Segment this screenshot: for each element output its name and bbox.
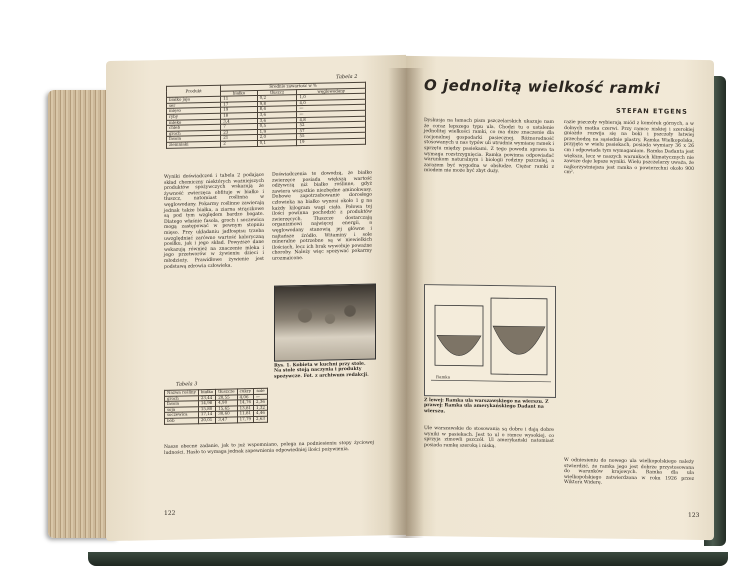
table-cell: 18	[221, 112, 257, 118]
table-top-header-protein: białko	[221, 90, 257, 96]
table-cell: 30,60	[216, 411, 237, 417]
right-text-column-1-bottom: Ule warszawskie do stosowania są dobre i dają dobre wyniki w pasiekach. Jest to ul o ramce wysokiej, co sprzyja zimowli pszczół. Ul amerykański natomiast posiada ramkę szeroką i niską.	[424, 426, 554, 449]
table-cell: ziemniaki	[167, 141, 221, 148]
table-cell: 1,32	[254, 405, 268, 411]
open-book	[48, 58, 716, 558]
right-page	[406, 56, 714, 540]
table-cell: 1,9	[257, 128, 297, 134]
table-cell: 15,80	[198, 406, 215, 412]
figure-caption: Z lewej: Ramka ula warszawskiego na wierszu. Z prawej: Ramka ula amerykańskiego Dadant na wierszu.	[424, 398, 549, 415]
table-cell: bób	[165, 418, 199, 424]
table-cell: 2	[221, 140, 257, 146]
table-cell: chleb	[167, 124, 221, 131]
table-cell: 11	[221, 96, 257, 102]
table-header-cell: Nazwa rośliny	[165, 390, 199, 396]
table-cell: 0,1	[257, 140, 297, 146]
table-cell: 3,6	[257, 117, 297, 123]
table-cell: 14,98	[198, 401, 215, 407]
table-cell: 1,0	[297, 93, 366, 100]
table-cell: 4,46	[254, 411, 268, 417]
table-cell: 4,90	[216, 400, 237, 406]
table-cell: 23,44	[198, 395, 215, 401]
left-footer-text: Nasze obecne zadanie, jak to już wspomniano, polega na podniesieniu stopy życiowej ludności. Hasło to wymaga jednak zapewnienia odpowiedniej ilości pożywienia.	[164, 440, 374, 456]
table-cell: 17	[221, 101, 257, 107]
table-header-cell: tłuszcze	[216, 389, 237, 395]
table-cell: groch	[167, 130, 221, 137]
table-cell: 4,06	[237, 394, 253, 400]
table-cell: 0,5	[257, 123, 297, 129]
left-page	[106, 55, 406, 541]
table-cell: mięso	[167, 108, 221, 115]
table-cell: —	[297, 105, 366, 112]
table-cell: fasola	[165, 401, 199, 407]
table-cell: 20,55	[216, 394, 237, 400]
book-cover-bottom	[88, 552, 728, 566]
table-cell: 2,36	[254, 399, 268, 405]
table-cell: mleko	[167, 119, 221, 126]
table-cell: 20,01	[198, 417, 215, 423]
table-cell: 13,81	[237, 405, 253, 411]
table-top-header-avg: Średnio zawartość w %	[221, 82, 366, 91]
table-cell: —	[297, 110, 366, 117]
right-text-column-1: Dyskusja na łamach pism pszczelarskich ukazuje nam że coraz lepszego typu ula. Chodzi tu o ustalenie jednolitej wielkości ramki, co ma duże znaczenie dla racjonalnej gospodarki pasiecznej. Różnorodność stosowanych u nas typów uli utrudnia wymianę ramek i sprzętu między pasiekami. Z tego powodu sprawa ta wymaga rozstrzygnięcia. Ramka powinna odpowiadać warunkom naturalnym i biologii rodziny pszczelej, a zarazem być wygodna w obsłudze. Ciężar ramki z miodem nie może być zbyt duży.	[424, 118, 554, 175]
page-number-left: 122	[164, 509, 176, 517]
table-cell: 57	[297, 127, 366, 134]
table-cell: białko jaja	[167, 96, 221, 103]
table-bottom-label: Tabela 3	[176, 381, 198, 388]
table-cell: 3,4	[221, 118, 257, 124]
plant-composition-table	[164, 388, 268, 425]
table-cell: soja	[165, 406, 199, 412]
table-cell: 15,65	[216, 406, 237, 412]
table-header-cell: białko	[198, 389, 215, 395]
right-text-column-2: razie pszczoły wybierają miód z komórek górnych, a w dolnych matka czerwi. Przy ramce niskiej i szerokiej gniazdo rozwija się na boki i pszczoły łatwiej przechodzą na sąsiednie plastry. Ramka Wielkopolska, przyjęta w wielu pasiekach, posiada wymiary 36 x 26 cm i odpowiada tym wymaganiom. Ramka Dadanta jest większa, lecz w naszych warunkach klimatycznych nie zawsze daje lepsze wyniki. Wielu pszczelarzy uważa, że najkorzystniejsza jest ramka o powierzchni około 900 cm².	[564, 120, 694, 176]
article-title: O jednolitą wielkość ramki	[424, 76, 661, 98]
table-cell: groch	[165, 395, 199, 401]
table-cell: 4,8	[297, 116, 366, 123]
table-cell: 17,14	[198, 412, 215, 418]
table-cell: 4,0	[297, 99, 366, 106]
table-cell: 23	[221, 129, 257, 135]
table-cell: 19	[221, 107, 257, 113]
table-cell: 3,47	[216, 417, 237, 423]
table-cell: 21	[221, 135, 257, 141]
table-top-header-fat: tłuszcz	[257, 89, 297, 95]
table-cell: ser	[167, 102, 221, 109]
table-cell: fasola	[167, 136, 221, 143]
table-cell: 14,76	[237, 400, 253, 406]
table-top-label: Tabela 2	[336, 73, 358, 81]
table-cell: 3,6	[257, 112, 297, 118]
article-author: STEFAN ETGENS	[616, 106, 688, 116]
frame-diagram	[424, 284, 556, 398]
table-cell: 52	[297, 121, 366, 128]
table-cell: 19	[297, 138, 366, 145]
left-text-column-1: Wyniki doświadczeń i tabela 2 podające skład chemiczny niektórych ważniejszych produktów spożywczych wskazują że żywność zwierzęca obfituje w białko i tłuszcz, natomiast roślinna w węglowodany. Pokarmy roślinne zawierają jednak także białka, a ziarna strączkowe są pod tym względem bardzo bogate. Dlatego właśnie fasola, groch i soczewica mogą zastępować w pewnym stopniu mięso. Przy układaniu jadłospisu trzeba uwzględniać zarówno wartość kaloryczną posiłku, jak i jego skład. Powyższe dane wskazują również na znaczenie mleka i jego przetworów w żywieniu dzieci i młodzieży. Prawidłowe żywienie jest podstawą zdrowia człowieka.	[164, 172, 264, 270]
table-top-header-product: Produkt	[167, 85, 221, 97]
left-text-column-2: Doświadczenia te dowodzą, że białko zwierzęce posiada większą wartość odżywczą niż białko roślinne, gdyż zawiera wszystkie niezbędne aminokwasy. Dobowe zapotrzebowanie dorosłego człowieka na białko wynosi około 1 g na każdy kilogram wagi ciała. Połowa tej ilości powinna pochodzić z produktów zwierzęcych. Tłuszcze dostarczają organizmowi najwięcej energii, a węglowodany stanowią jej główne i najtańsze źródło. Witaminy i sole mineralne potrzebne są w niewielkich ilościach, lecz ich brak wywołuje poważne choroby. Należy więc spożywać pokarmy urozmaicone.	[272, 170, 372, 262]
photo-caption: Rys. 1. Kobieta w kuchni przy stole. Na stole stoją naczynia i produkty spożywcze. Fot. z archiwum redakcji.	[274, 361, 369, 380]
table-cell: 8,4	[257, 106, 297, 112]
table-cell: 9,8	[257, 100, 297, 106]
table-header-cell: sole	[254, 388, 268, 394]
table-cell: 2,63	[254, 416, 268, 422]
kitchen-photo	[274, 283, 376, 361]
table-cell: 11,81	[237, 411, 253, 417]
table-cell: 2,0	[257, 134, 297, 140]
table-cell: —	[254, 394, 268, 400]
nutrition-table	[166, 82, 366, 149]
table-cell: 0,2	[257, 95, 297, 101]
page-number-right: 123	[688, 511, 700, 519]
table-cell: soczewica	[165, 412, 199, 418]
table-cell: 7	[221, 124, 257, 130]
table-cell: 55	[297, 133, 366, 140]
figure-label: Ramka	[436, 374, 451, 380]
table-header-cell: cukry	[237, 389, 253, 395]
table-cell: ryby	[167, 113, 221, 120]
right-text-column-2-bottom: W odniesieniu do nowego ula wielkopolskiego należy stwierdzić, że ramka jego jest dobrze przystosowana do warunków krajowych. Ramka dla ula wielkopolskiego zatwierdzona w roku 1926 przez Wiktora Widerę.	[564, 458, 694, 486]
table-top-header-carbs: węglowodany	[297, 88, 366, 95]
table-cell: 17,79	[237, 417, 253, 423]
